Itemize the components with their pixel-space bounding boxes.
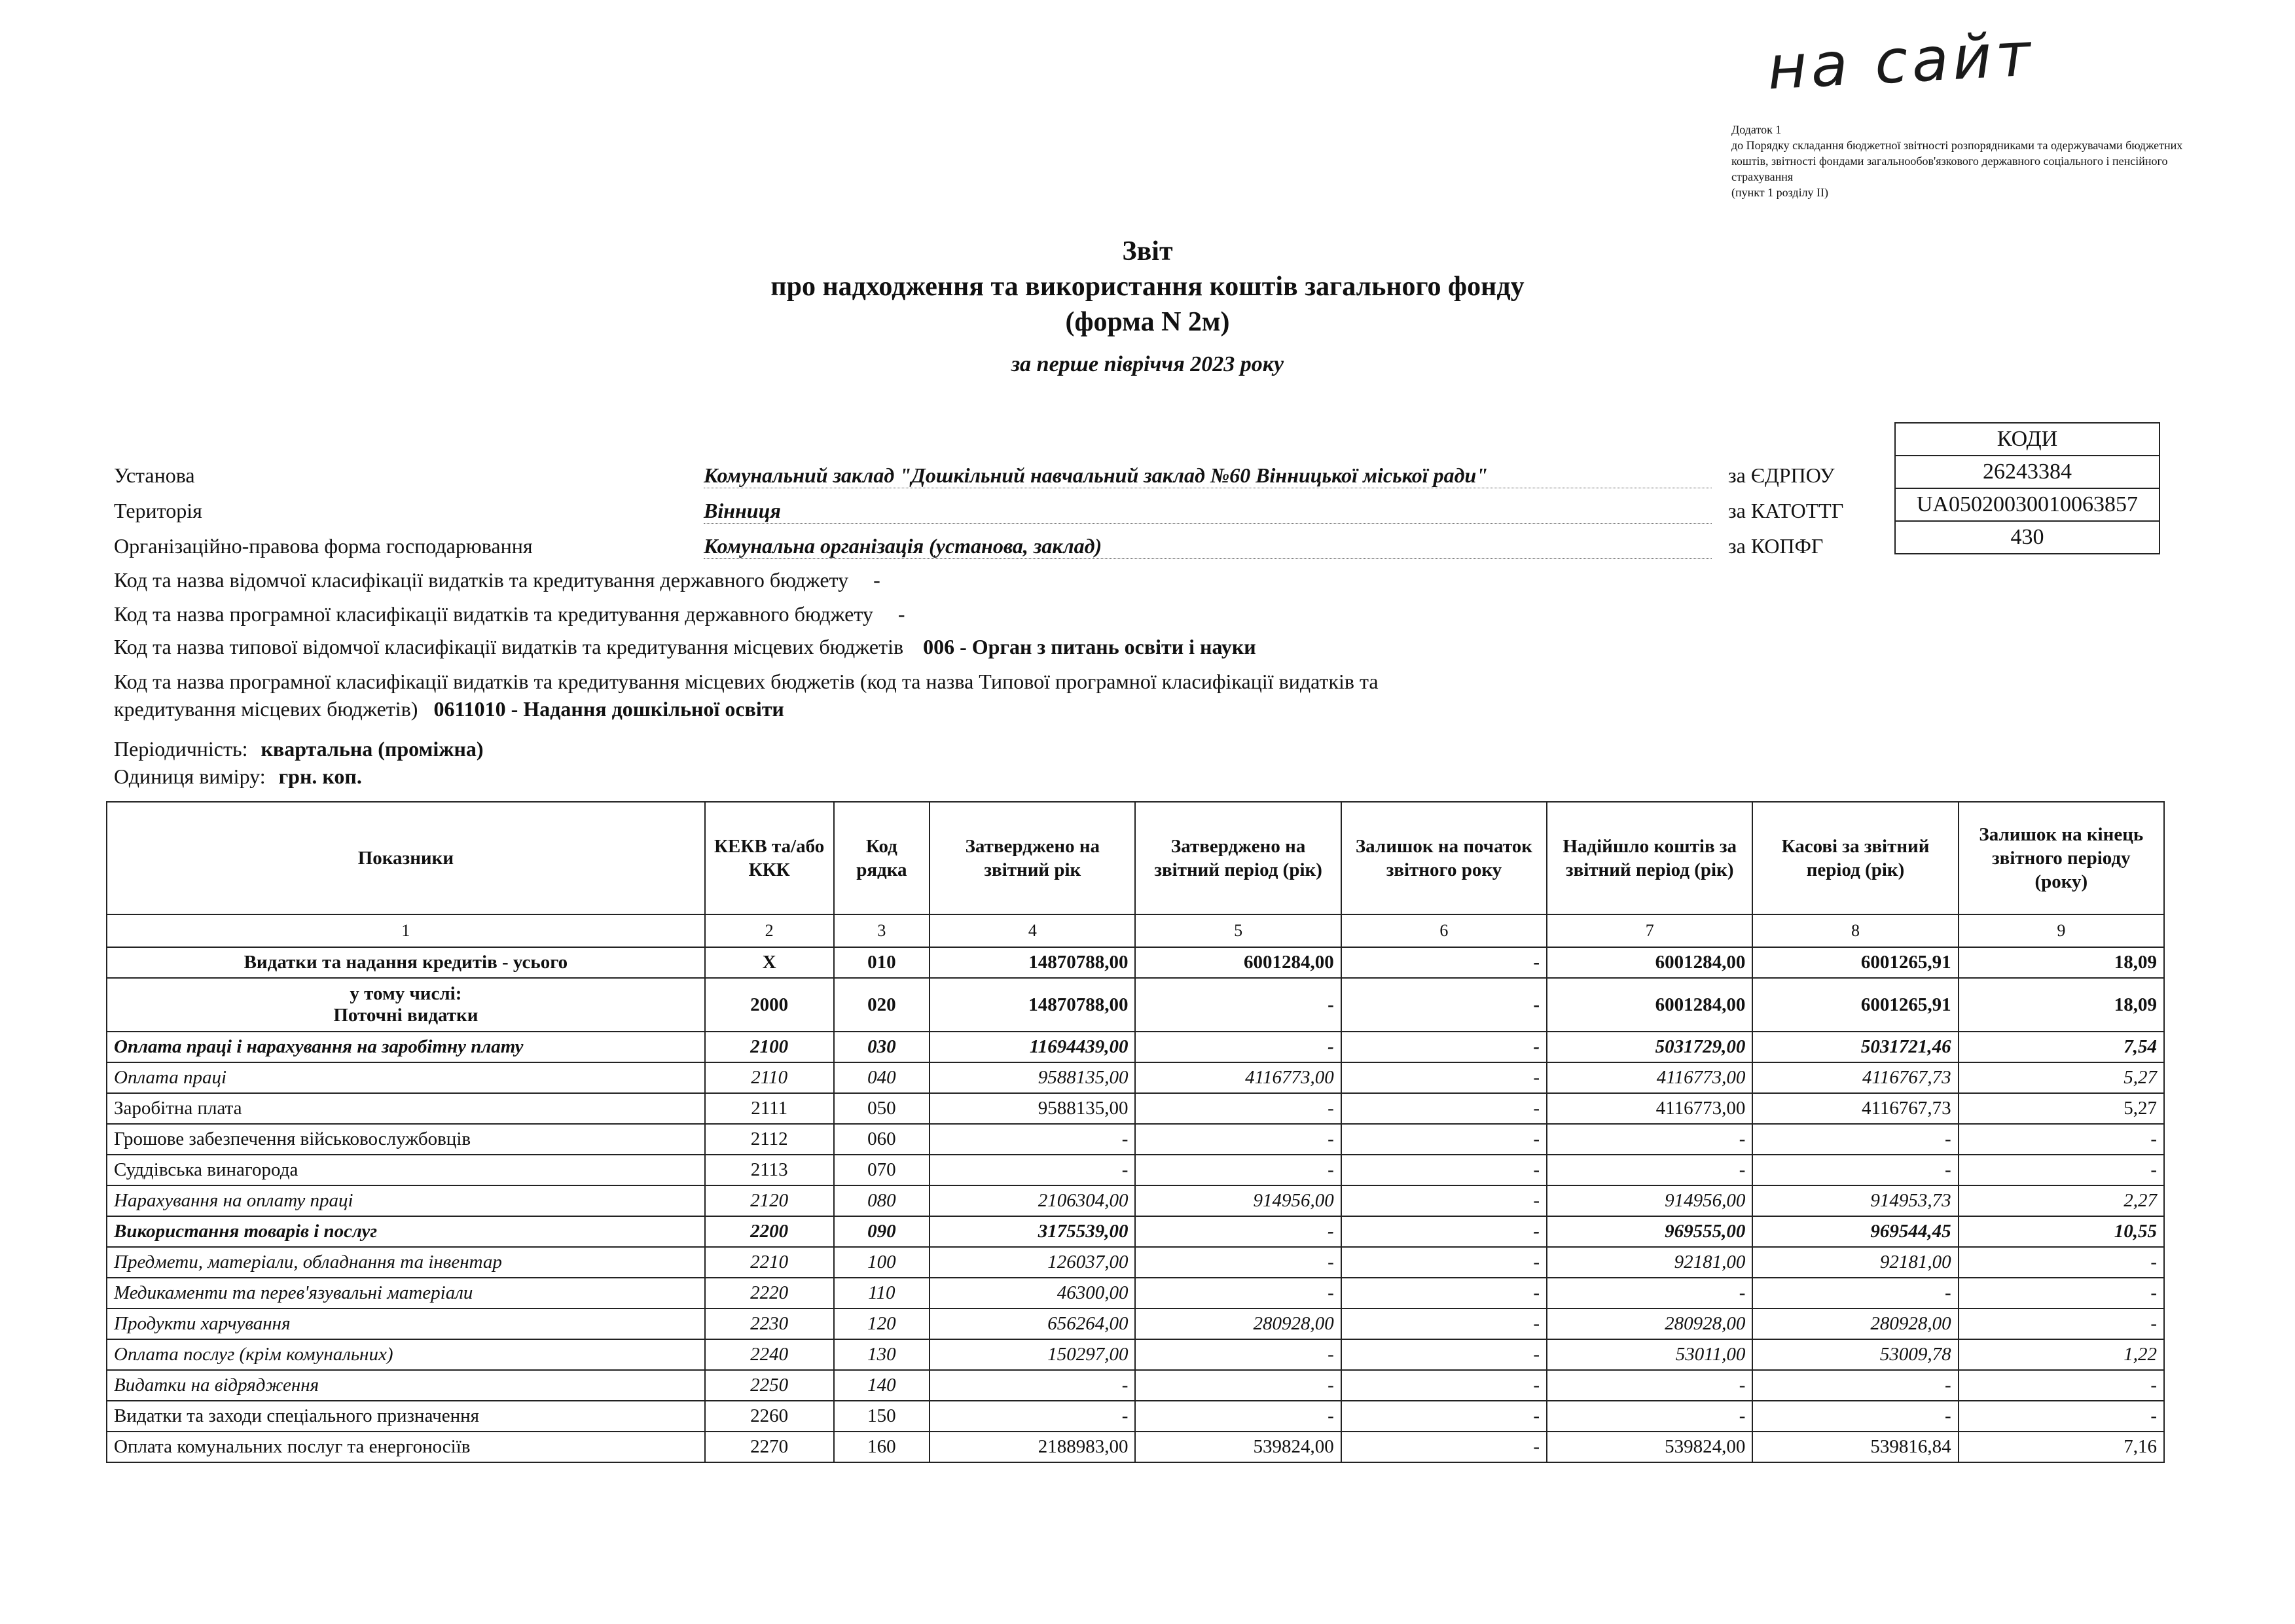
table-cell: 2106304,00 (930, 1185, 1135, 1216)
table-cell: - (1341, 1247, 1547, 1278)
table-cell: - (930, 1401, 1135, 1432)
table-cell: 969544,45 (1752, 1216, 1958, 1247)
column-header-5: Затверджено на звітний період (рік) (1135, 802, 1341, 914)
column-number-6: 6 (1341, 914, 1547, 947)
table-cell: - (1135, 1093, 1341, 1124)
prog-state-label: Код та назва програмної класифікації видатків та кредитування державного бюджету (114, 602, 873, 626)
table-cell: 7,16 (1959, 1432, 2164, 1462)
report-subtitle: про надходження та використання коштів загального фонду (770, 272, 1525, 302)
table-cell: 126037,00 (930, 1247, 1135, 1278)
table-cell: - (1341, 947, 1547, 978)
table-cell: 280928,00 (1135, 1308, 1341, 1339)
table-cell: - (1135, 1370, 1341, 1401)
report-period: за перше півріччя 2023 року (1011, 352, 1284, 376)
table-cell: - (930, 1155, 1135, 1185)
table-cell: 150 (834, 1401, 930, 1432)
table-cell: 120 (834, 1308, 930, 1339)
edrpou-code: 26243384 (1895, 456, 2159, 488)
table-row (107, 1308, 2164, 1339)
table-cell: 150297,00 (930, 1339, 1135, 1370)
table-cell: 11694439,00 (930, 1032, 1135, 1062)
table-cell: 4116773,00 (1547, 1062, 1752, 1093)
table-cell: - (1135, 1278, 1341, 1308)
table-cell: - (1341, 1062, 1547, 1093)
table-cell: 46300,00 (930, 1278, 1135, 1308)
handwritten-note: на сайт (1765, 19, 2036, 103)
codes-header: КОДИ (1895, 423, 2159, 456)
katottg-label: за КАТОТТГ (1728, 499, 1844, 522)
column-number-1: 1 (107, 914, 705, 947)
katottg-code: UA05020030010063857 (1895, 488, 2159, 521)
table-cell: - (1135, 978, 1341, 1032)
table-cell: 020 (834, 978, 930, 1032)
table-cell: 2100 (705, 1032, 834, 1062)
table-cell: 2210 (705, 1247, 834, 1278)
codes-table (1894, 422, 2160, 554)
table-cell: 7,54 (1959, 1032, 2164, 1062)
table-cell: 140 (834, 1370, 930, 1401)
table-cell: 2,27 (1959, 1185, 2164, 1216)
table-cell: - (1547, 1124, 1752, 1155)
dept-local-line (114, 635, 1256, 659)
table-cell: 4116767,73 (1752, 1093, 1958, 1124)
table-cell: - (1752, 1370, 1958, 1401)
table-cell: - (1547, 1155, 1752, 1185)
table-cell: 5,27 (1959, 1093, 2164, 1124)
table-cell: 2260 (705, 1401, 834, 1432)
table-row (107, 1032, 2164, 1062)
table-cell: - (930, 1124, 1135, 1155)
table-cell: - (1547, 1278, 1752, 1308)
table-cell: 2113 (705, 1155, 834, 1185)
table-cell: 280928,00 (1752, 1308, 1958, 1339)
column-number-5: 5 (1135, 914, 1341, 947)
row-label: Оплата комунальних послуг та енергоносіїв (107, 1432, 705, 1462)
table-cell: 2188983,00 (930, 1432, 1135, 1462)
table-cell: - (1959, 1370, 2164, 1401)
table-cell: - (1135, 1216, 1341, 1247)
column-header-3: Код рядка (834, 802, 930, 914)
row-label: Заробітна плата (107, 1093, 705, 1124)
dept-state-line (114, 568, 880, 592)
prog-state-value: - (897, 602, 905, 626)
row-label: Оплата послуг (крім комунальних) (107, 1339, 705, 1370)
table-cell: - (1135, 1124, 1341, 1155)
column-header-9: Залишок на кінець звітного періоду (року) (1959, 802, 2164, 914)
table-cell: - (1547, 1370, 1752, 1401)
table-cell: - (1341, 1032, 1547, 1062)
table-cell: 5031729,00 (1547, 1032, 1752, 1062)
table-cell: 2112 (705, 1124, 834, 1155)
table-cell: 160 (834, 1432, 930, 1462)
table-header-row (107, 802, 2164, 914)
table-cell: 4116773,00 (1547, 1093, 1752, 1124)
table-cell: 539824,00 (1135, 1432, 1341, 1462)
table-cell: 14870788,00 (930, 978, 1135, 1032)
column-header-8: Касові за звітний період (рік) (1752, 802, 1958, 914)
table-cell: 130 (834, 1339, 930, 1370)
table-cell: 9588135,00 (930, 1062, 1135, 1093)
appendix-line-1: Додаток 1 (1731, 123, 1782, 136)
edrpou-label: за ЄДРПОУ (1728, 463, 1835, 487)
column-header-1: Показники (107, 802, 705, 914)
dept-state-label: Код та назва відомчої класифікації видатків та кредитування державного бюджету (114, 568, 849, 592)
table-cell: 9588135,00 (930, 1093, 1135, 1124)
table-cell: 3175539,00 (930, 1216, 1135, 1247)
table-cell: 2240 (705, 1339, 834, 1370)
table-cell: 010 (834, 947, 930, 978)
table-cell: 914956,00 (1547, 1185, 1752, 1216)
table-cell: 2111 (705, 1093, 834, 1124)
table-column-numbers-row (107, 914, 2164, 947)
table-cell: 5031721,46 (1752, 1032, 1958, 1062)
table-cell: 1,22 (1959, 1339, 2164, 1370)
table-cell: X (705, 947, 834, 978)
unit-value: грн. коп. (278, 765, 362, 788)
table-cell: 18,09 (1959, 947, 2164, 978)
column-number-3: 3 (834, 914, 930, 947)
table-cell: 539816,84 (1752, 1432, 1958, 1462)
table-cell: - (1341, 1124, 1547, 1155)
table-cell: - (1959, 1124, 2164, 1155)
table-cell: 040 (834, 1062, 930, 1093)
column-header-4: Затверджено на звітний рік (930, 802, 1135, 914)
table-row (107, 1216, 2164, 1247)
row-label: Медикаменти та перев'язувальні матеріали (107, 1278, 705, 1308)
table-cell: - (1752, 1124, 1958, 1155)
column-header-2: КЕКВ та/або ККК (705, 802, 834, 914)
column-number-2: 2 (705, 914, 834, 947)
prog-state-line (114, 602, 905, 626)
table-cell: - (1341, 978, 1547, 1032)
table-cell: 914953,73 (1752, 1185, 1958, 1216)
periodicity-label: Періодичність: (114, 737, 248, 761)
table-row (107, 1432, 2164, 1462)
table-cell: 090 (834, 1216, 930, 1247)
column-number-7: 7 (1547, 914, 1752, 947)
dept-local-value: 006 - Орган з питань освіти і науки (923, 635, 1256, 659)
table-cell: - (1135, 1401, 1341, 1432)
table-cell: - (930, 1370, 1135, 1401)
table-cell: 10,55 (1959, 1216, 2164, 1247)
table-row (107, 1155, 2164, 1185)
table-cell: 14870788,00 (930, 947, 1135, 978)
report-title: Звіт (1122, 236, 1173, 266)
table-cell: 539824,00 (1547, 1432, 1752, 1462)
periodicity-value: квартальна (проміжна) (261, 737, 484, 761)
appendix-line-2: до Порядку складання бюджетної звітності розпорядниками та одержувачами бюджетних коштів, звітності фондами загальнообов'язкового державного соціального і пенсійного страхування (1731, 139, 2183, 183)
territory-value: Вінниця (704, 499, 1712, 524)
dept-local-label: Код та назва типової відомчої класифікації видатків та кредитування місцевих бюджетів (114, 635, 904, 659)
prog-local-value: 0611010 - Надання дошкільної освіти (433, 697, 784, 721)
table-cell: - (1341, 1308, 1547, 1339)
table-cell: 4116773,00 (1135, 1062, 1341, 1093)
column-number-4: 4 (930, 914, 1135, 947)
row-label: Використання товарів і послуг (107, 1216, 705, 1247)
territory-label: Територія (114, 499, 202, 522)
table-cell: 656264,00 (930, 1308, 1135, 1339)
table-cell: 2200 (705, 1216, 834, 1247)
table-cell: 92181,00 (1752, 1247, 1958, 1278)
row-label: Оплата праці (107, 1062, 705, 1093)
table-cell: - (1135, 1032, 1341, 1062)
table-row (107, 1124, 2164, 1155)
table-cell: - (1341, 1216, 1547, 1247)
table-row (107, 1247, 2164, 1278)
prog-local-line (114, 668, 1619, 723)
table-cell: 2110 (705, 1062, 834, 1093)
table-cell: 060 (834, 1124, 930, 1155)
table-cell: 2120 (705, 1185, 834, 1216)
table-cell: 6001265,91 (1752, 978, 1958, 1032)
table-cell: 100 (834, 1247, 930, 1278)
table-cell: - (1135, 1247, 1341, 1278)
table-cell: - (1752, 1155, 1958, 1185)
table-cell: - (1341, 1185, 1547, 1216)
table-cell: - (1959, 1308, 2164, 1339)
dept-state-value: - (873, 568, 880, 592)
periodicity-line (114, 737, 484, 761)
column-header-7: Надійшло коштів за звітний період (рік) (1547, 802, 1752, 914)
table-cell: - (1959, 1155, 2164, 1185)
table-cell: - (1341, 1370, 1547, 1401)
table-cell: 280928,00 (1547, 1308, 1752, 1339)
column-number-8: 8 (1752, 914, 1958, 947)
institution-label: Установа (114, 463, 195, 487)
table-cell: - (1959, 1401, 2164, 1432)
row-label: Грошове забезпечення військовослужбовців (107, 1124, 705, 1155)
table-cell: 92181,00 (1547, 1247, 1752, 1278)
table-cell: 030 (834, 1032, 930, 1062)
table-cell: 2220 (705, 1278, 834, 1308)
row-label: Оплата праці і нарахування на заробітну плату (107, 1032, 705, 1062)
table-cell: 080 (834, 1185, 930, 1216)
table-cell: 070 (834, 1155, 930, 1185)
table-cell: 6001284,00 (1135, 947, 1341, 978)
table-cell: - (1341, 1401, 1547, 1432)
institution-value: Комунальний заклад "Дошкільний навчальний заклад №60 Вінницької міської ради" (704, 463, 1712, 488)
table-cell: 6001284,00 (1547, 947, 1752, 978)
row-label: Продукти харчування (107, 1308, 705, 1339)
row-label: Видатки та надання кредитів - усього (107, 947, 705, 978)
org-form-label: Організаційно-правова форма господарювання (114, 534, 533, 558)
table-cell: - (1135, 1339, 1341, 1370)
table-row (107, 947, 2164, 978)
column-header-6: Залишок на початок звітного року (1341, 802, 1547, 914)
funds-table (106, 801, 2165, 1463)
row-label: Видатки та заходи спеціального призначення (107, 1401, 705, 1432)
table-cell: 110 (834, 1278, 930, 1308)
table-cell: 53009,78 (1752, 1339, 1958, 1370)
table-cell: 18,09 (1959, 978, 2164, 1032)
table-cell: - (1752, 1401, 1958, 1432)
report-form-number: (форма N 2м) (1065, 307, 1230, 337)
table-row (107, 1062, 2164, 1093)
table-cell: 969555,00 (1547, 1216, 1752, 1247)
org-form-value: Комунальна організація (установа, заклад) (704, 534, 1712, 559)
kopfg-code: 430 (1895, 521, 2159, 554)
row-label: Нарахування на оплату праці (107, 1185, 705, 1216)
table-cell: 4116767,73 (1752, 1062, 1958, 1093)
table-row (107, 1278, 2164, 1308)
table-cell: - (1341, 1278, 1547, 1308)
table-row (107, 1185, 2164, 1216)
table-row (107, 1401, 2164, 1432)
prog-local-label-1: Код та назва програмної класифікації видатків та кредитування місцевих бюджетів (код та назва Типової програмної класифікації видатків та (114, 670, 1379, 693)
appendix-note (1731, 122, 2216, 200)
table-cell: 914956,00 (1135, 1185, 1341, 1216)
table-cell: - (1341, 1093, 1547, 1124)
table-cell: 6001265,91 (1752, 947, 1958, 978)
table-cell: 5,27 (1959, 1062, 2164, 1093)
kopfg-label: за КОПФГ (1728, 534, 1824, 558)
table-row (107, 1093, 2164, 1124)
table-cell: - (1135, 1155, 1341, 1185)
row-label: Суддівська винагорода (107, 1155, 705, 1185)
table-row (107, 978, 2164, 1032)
table-cell: 2250 (705, 1370, 834, 1401)
row-label: Видатки на відрядження (107, 1370, 705, 1401)
unit-line (114, 765, 362, 789)
table-cell: 53011,00 (1547, 1339, 1752, 1370)
table-cell: 2270 (705, 1432, 834, 1462)
row-label: Предмети, матеріали, обладнання та інвентар (107, 1247, 705, 1278)
table-cell: - (1341, 1155, 1547, 1185)
table-cell: - (1959, 1278, 2164, 1308)
table-cell: - (1341, 1339, 1547, 1370)
table-cell: 050 (834, 1093, 930, 1124)
table-cell: - (1959, 1247, 2164, 1278)
table-cell: - (1341, 1432, 1547, 1462)
prog-local-label-2: кредитування місцевих бюджетів) (114, 697, 418, 721)
row-label: у тому числі: Поточні видатки (107, 978, 705, 1032)
table-cell: 2000 (705, 978, 834, 1032)
table-cell: 2230 (705, 1308, 834, 1339)
table-cell: - (1547, 1401, 1752, 1432)
table-row (107, 1370, 2164, 1401)
table-cell: - (1752, 1278, 1958, 1308)
table-cell: 6001284,00 (1547, 978, 1752, 1032)
appendix-line-3: (пункт 1 розділу II) (1731, 186, 1829, 199)
table-row (107, 1339, 2164, 1370)
column-number-9: 9 (1959, 914, 2164, 947)
unit-label: Одиниця виміру: (114, 765, 266, 788)
